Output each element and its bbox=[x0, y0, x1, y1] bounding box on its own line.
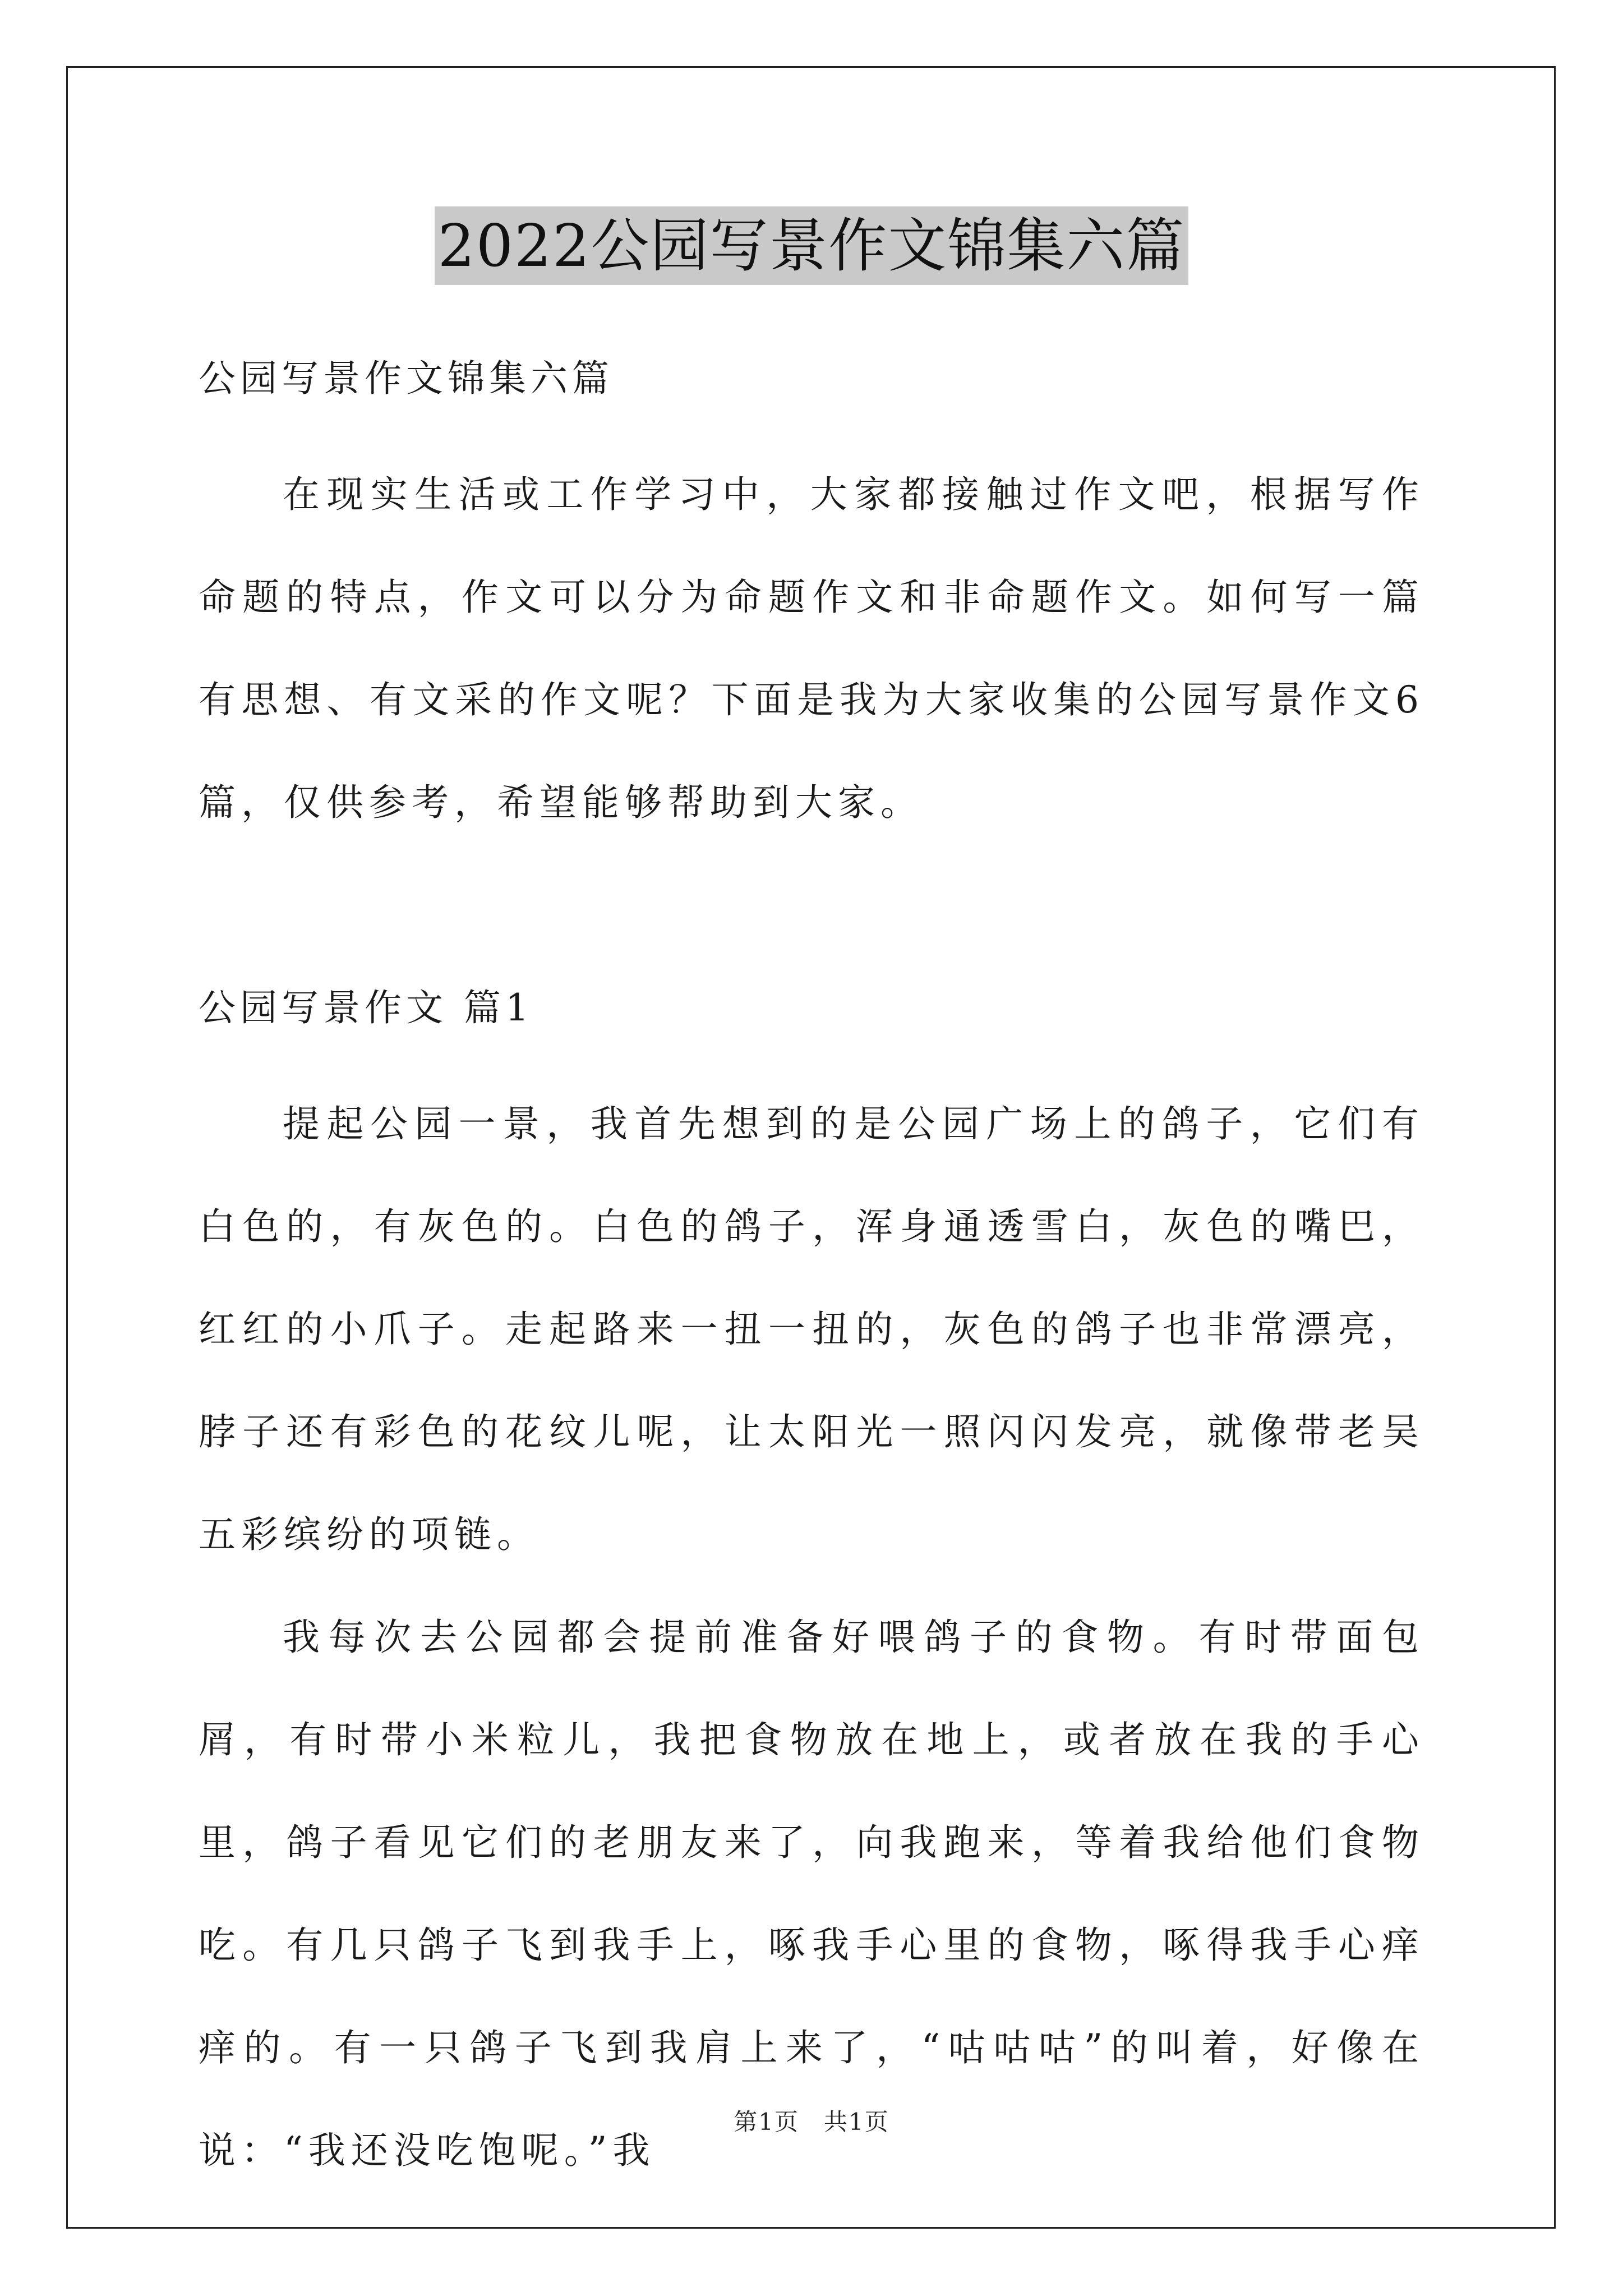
section-heading: 公园写景作文 篇1 bbox=[199, 986, 533, 1029]
document-body bbox=[199, 337, 1424, 2202]
intro-paragraph: 在现实生活或工作学习中，大家都接触过作文吧，根据写作命题的特点，作文可以分为命题作文和非命题作文。如何写一篇有思想、有文采的作文呢？下面是我为大家收集的公园写景作文6篇，仅供参考，希望能够帮助到大家。 bbox=[199, 473, 1424, 824]
document-subtitle: 公园写景作文锦集六篇 bbox=[199, 357, 614, 400]
section-paragraph-1: 提起公园一景，我首先想到的是公园广场上的鸽子，它们有白色的，有灰色的。白色的鸽子，浑身通透雪白，灰色的嘴巴，红红的小爪子。走起路来一扭一扭的，灰色的鸽子也非常漂亮，脖子还有彩色的花纹儿呢，让太阳光一照闪闪发亮，就像带老吴五彩缤纷的项链。 bbox=[199, 1102, 1424, 1556]
page-footer: 第1页 共1页 bbox=[734, 2108, 889, 2136]
title-container bbox=[0, 206, 1623, 285]
document-title: 2022公园写景作文锦集六篇 bbox=[435, 206, 1189, 285]
section-paragraph-2: 我每次去公园都会提前准备好喂鸽子的食物。有时带面包屑，有时带小米粒儿，我把食物放在地上，或者放在我的手心里，鸽子看见它们的老朋友来了，向我跑来，等着我给他们食物吃。有几只鸽子飞到我手上，啄我手心里的食物，啄得我手心痒痒的。有一只鸽子飞到我肩上来了，“咕咕咕”的叫着，好像在说：“我还没吃饱呢。”我 bbox=[199, 1616, 1424, 2172]
